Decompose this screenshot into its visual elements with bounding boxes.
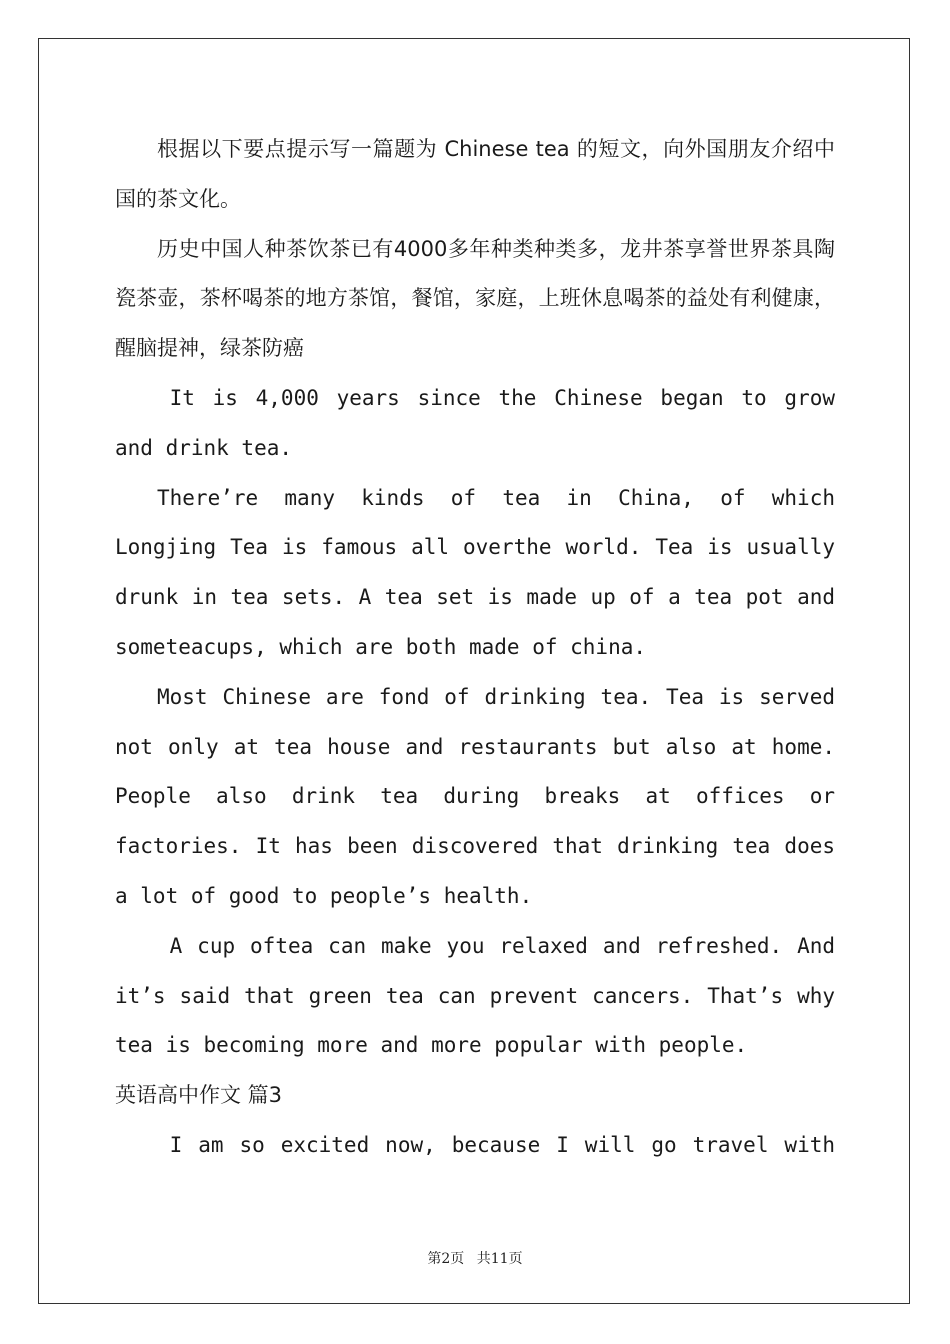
- paragraph-kinds: There’re many kinds of tea in China, of which Longjing Tea is famous all overthe world. Tea is usually drunk in tea sets. A tea set is made up of a tea pot and someteacups, which are both made of china.: [115, 485, 835, 659]
- paragraph-benefits: A cup oftea can make you relaxed and refreshed. And it’s said that green tea can prevent cancers. That’s why tea is becoming more and more popular with people.: [115, 933, 835, 1058]
- section-heading: 英语高中作文 篇3: [115, 1083, 283, 1108]
- document-body: [115, 125, 835, 1171]
- paragraph-next-essay: I am so excited now, because I will go travel with: [169, 1132, 835, 1157]
- paragraph-key-points: 历史中国人种茶饮茶已有4000多年种类种类多，龙井茶享誉世界茶具陶瓷茶壶，茶杯喝茶的地方茶馆，餐馆，家庭，上班休息喝茶的益处有利健康，醒脑提神，绿茶防癌: [115, 236, 835, 361]
- page-number-current: 第2页: [427, 1251, 465, 1267]
- paragraph-prompt: 根据以下要点提示写一篇题为 Chinese tea 的短文，向外国朋友介绍中国的茶文化。: [115, 137, 835, 211]
- paragraph-places: Most Chinese are fond of drinking tea. Tea is served not only at tea house and restaurants but also at home. People also drink tea during breaks at offices or factories. It has been discovered that drinking tea does a lot of good to people’s health.: [115, 684, 835, 908]
- paragraph-history: It is 4,000 years since the Chinese began to grow and drink tea.: [115, 385, 835, 460]
- page-footer: [0, 1248, 950, 1268]
- page-number-total: 共11页: [476, 1251, 523, 1267]
